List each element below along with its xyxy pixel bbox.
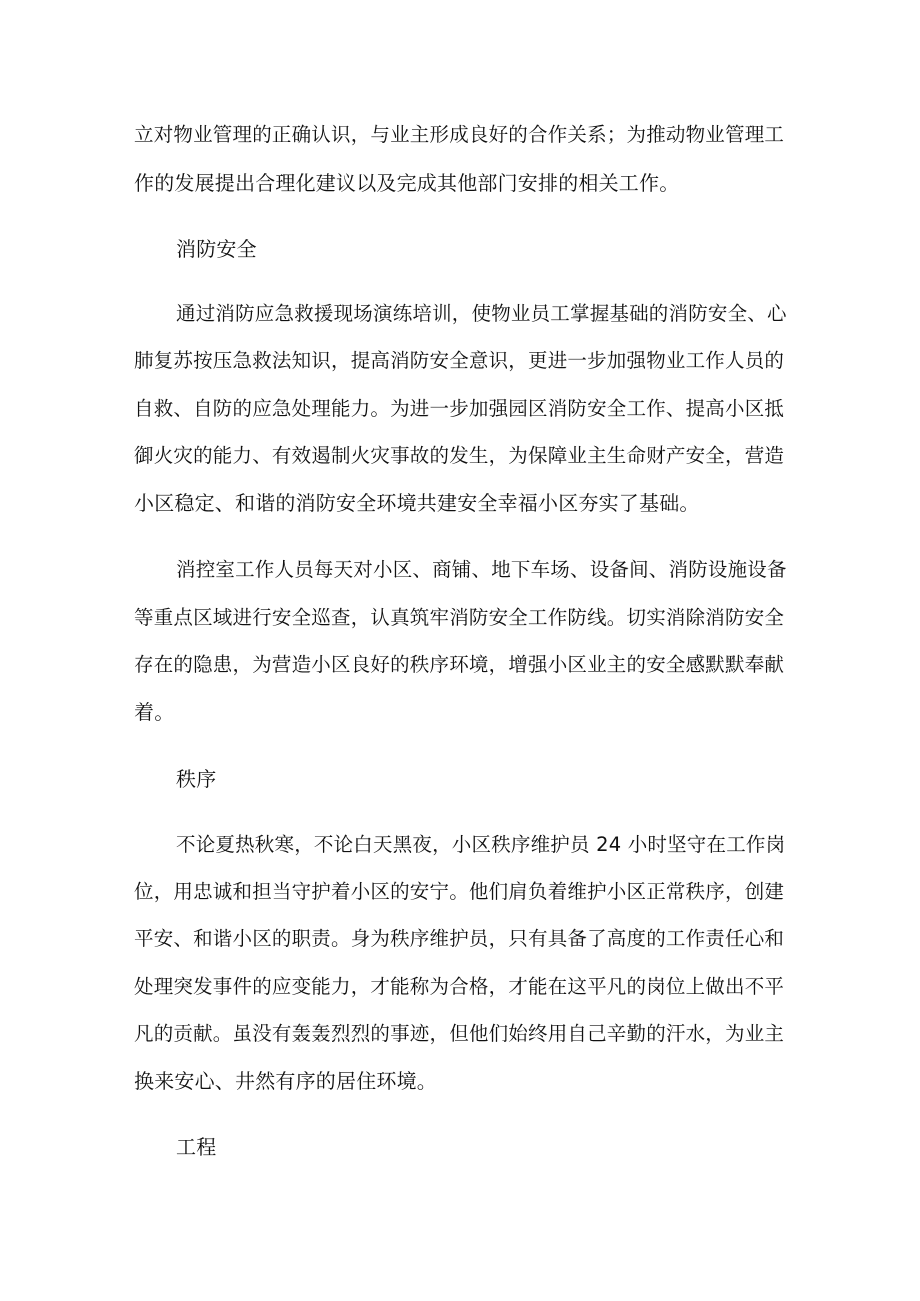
fire-paragraph-2-line-1: 消控室工作人员每天对小区、商铺、地下车场、设备间、消防设施设备: [176, 558, 787, 581]
section-heading-order: 秩序: [176, 767, 217, 791]
fire-paragraph-1-line-3: 自救、自防的应急处理能力。为进一步加强园区消防安全工作、提高小区抵: [134, 397, 785, 420]
order-paragraph-line-2: 位，用忠诚和担当守护着小区的安宁。他们肩负着维护小区正常秩序，创建: [134, 880, 785, 903]
intro-line-2: 作的发展提出合理化建议以及完成其他部门安排的相关工作。: [134, 171, 680, 195]
fire-paragraph-1-line-4: 御火灾的能力、有效遏制火灾事故的发生，为保障业主生命财产安全，营造: [134, 444, 785, 467]
order-paragraph-line-5: 凡的贡献。虽没有轰轰烈烈的事迹，但他们始终用自己辛勤的汗水，为业主: [134, 1022, 785, 1045]
section-heading-engineering: 工程: [176, 1135, 217, 1159]
intro-line-1: 立对物业管理的正确认识，与业主形成良好的合作关系；为推动物业管理工: [134, 123, 785, 146]
order-paragraph-line-1: 不论夏热秋寒，不论白天黑夜，小区秩序维护员 24 小时坚守在工作岗: [176, 833, 786, 856]
fire-paragraph-2-line-4: 着。: [134, 700, 175, 724]
section-heading-fire-safety: 消防安全: [176, 237, 257, 261]
fire-paragraph-1-line-1: 通过消防应急救援现场演练培训，使物业员工掌握基础的消防安全、心: [176, 302, 787, 325]
fire-paragraph-2-line-3: 存在的隐患，为营造小区良好的秩序环境，增强小区业主的安全感默默奉献: [134, 653, 785, 676]
order-paragraph-line-3: 平安、和谐小区的职责。身为秩序维护员，只有具备了高度的工作责任心和: [134, 927, 785, 950]
fire-paragraph-2-line-2: 等重点区域进行安全巡查，认真筑牢消防安全工作防线。切实消除消防安全: [134, 606, 785, 629]
fire-paragraph-1-line-2: 肺复苏按压急救法知识，提高消防安全意识，更进一步加强物业工作人员的: [134, 349, 785, 372]
order-paragraph-line-6: 换来安心、井然有序的居住环境。: [134, 1069, 437, 1093]
fire-paragraph-1-line-5: 小区稳定、和谐的消防安全环境共建安全幸福小区夯实了基础。: [134, 491, 700, 515]
order-paragraph-line-4: 处理突发事件的应变能力，才能称为合格，才能在这平凡的岗位上做出不平: [134, 975, 785, 998]
